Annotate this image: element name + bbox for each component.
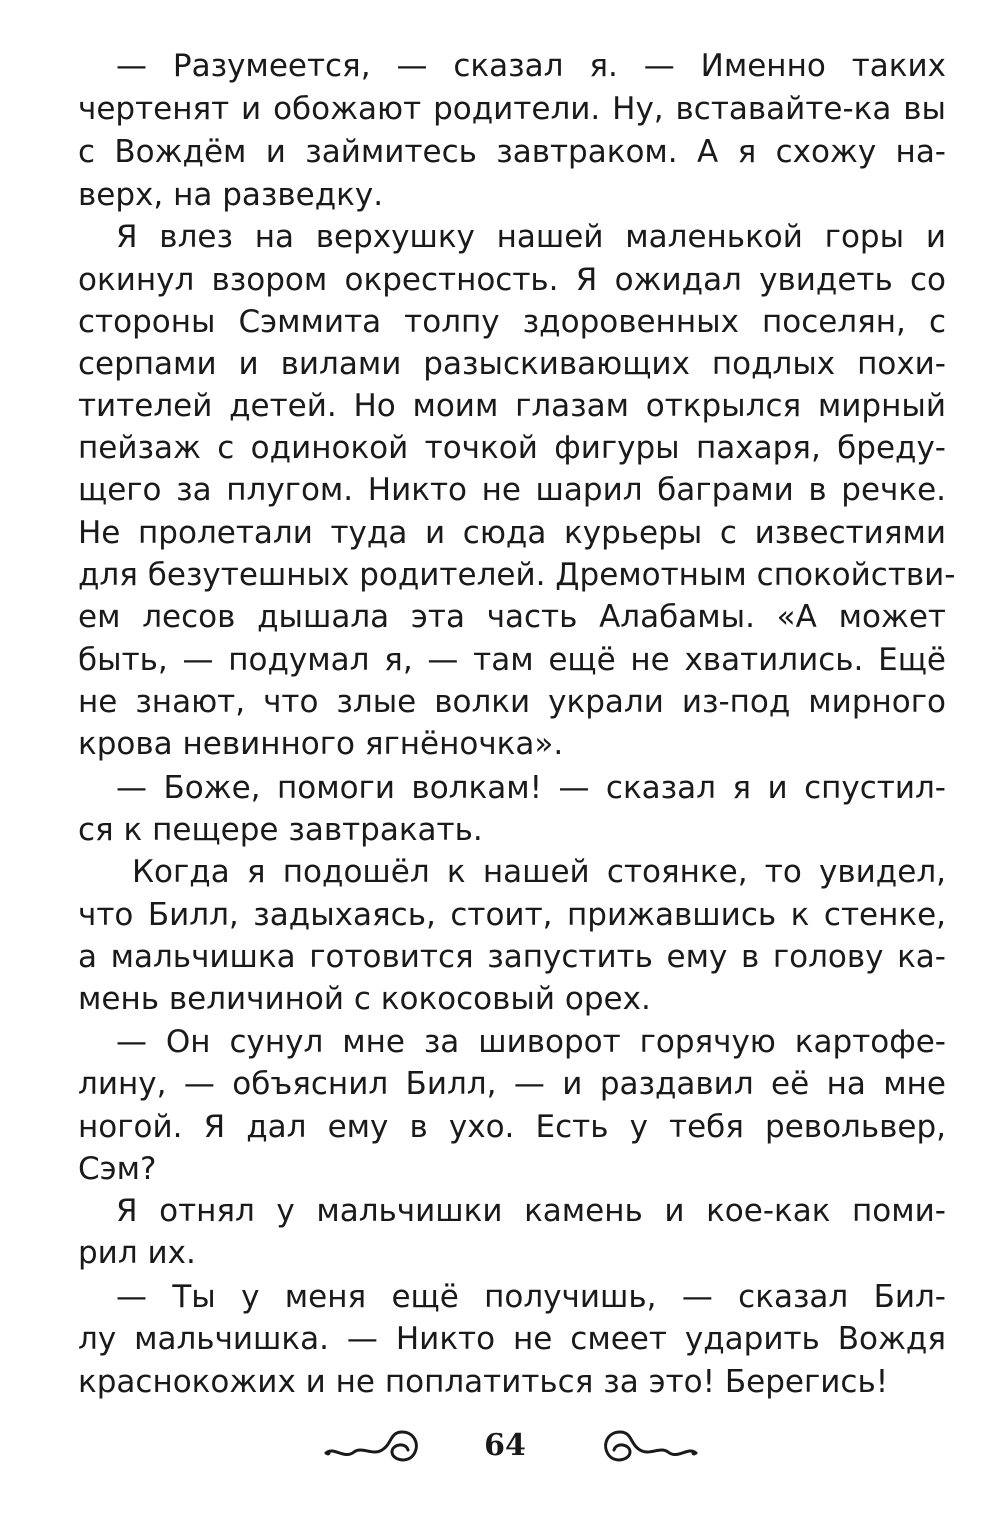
text-line: щего за плугом. Никто не шарил баграми в речке. (78, 472, 946, 508)
left-flourish-ornament (322, 1420, 432, 1470)
text-line: Я влез на верхушку нашей маленькой горы и (116, 219, 946, 255)
text-line: тителей детей. Но моим глазам открылся мирный (78, 388, 946, 424)
text-line: быть, — подумал я, — там ещё не хватились. Ещё (78, 642, 946, 678)
text-line: — Ты у меня ещё получишь, — сказал Бил- (116, 1279, 946, 1315)
text-line: Не пролетали туда и сюда курьеры с известиями (78, 515, 946, 551)
page-number: 64 (484, 1428, 526, 1463)
text-line: окинул взором окрестность. Я ожидал увидеть со (78, 262, 946, 298)
text-line: крова невинного ягнёночка». (78, 726, 564, 762)
text-line: пейзаж с одинокой точкой фигуры пахаря, бреду- (78, 430, 946, 466)
text-line: — Он сунул мне за шиворот горячую картофе- (116, 1024, 946, 1060)
text-line: что Билл, задыхаясь, стоит, прижавшись к стенке, (78, 897, 946, 933)
text-line: краснокожих и не поплатиться за это! Берегись! (78, 1364, 889, 1400)
text-line: ся к пещере завтракать. (78, 812, 483, 848)
page-footer (0, 1420, 1000, 1480)
text-line: — Разумеется, — сказал я. — Именно таких (116, 48, 946, 84)
text-line: а мальчишка готовится запустить ему в голову ка- (78, 939, 946, 975)
right-flourish-ornament (590, 1420, 700, 1470)
text-line: ем лесов дышала эта часть Алабамы. «А может (78, 599, 946, 635)
text-line: чертенят и обожают родители. Ну, вставайте-ка вы (78, 91, 946, 127)
text-line: лу мальчишка. — Никто не смеет ударить Вождя (78, 1321, 946, 1357)
text-line: для безутешных родителей. Дремотным спокойстви- (78, 557, 956, 593)
text-line: мень величиной с кокосовый орех. (78, 981, 651, 1017)
text-line: верх, на разведку. (78, 177, 384, 213)
text-line: Я отнял у мальчишки камень и кое-как поми- (116, 1193, 946, 1229)
text-line: рил их. (78, 1235, 196, 1271)
text-line: ногой. Я дал ему в ухо. Есть у тебя револьвер, (78, 1109, 946, 1145)
text-line: лину, — объяснил Билл, — и раздавил её на мне (78, 1066, 946, 1102)
text-line: серпами и вилами разыскивающих подлых похи- (78, 346, 946, 382)
text-line: с Вождём и займитесь завтраком. А я схожу на- (78, 134, 946, 170)
text-line: стороны Сэммита толпу здоровенных поселян, с (78, 304, 946, 340)
text-line: Сэм? (78, 1151, 157, 1187)
text-line: — Боже, помоги волкам! — сказал я и спустил- (116, 770, 946, 806)
text-line: не знают, что злые волки украли из-под мирного (78, 684, 946, 720)
text-line: Когда я подошёл к нашей стоянке, то увидел, (132, 854, 946, 890)
